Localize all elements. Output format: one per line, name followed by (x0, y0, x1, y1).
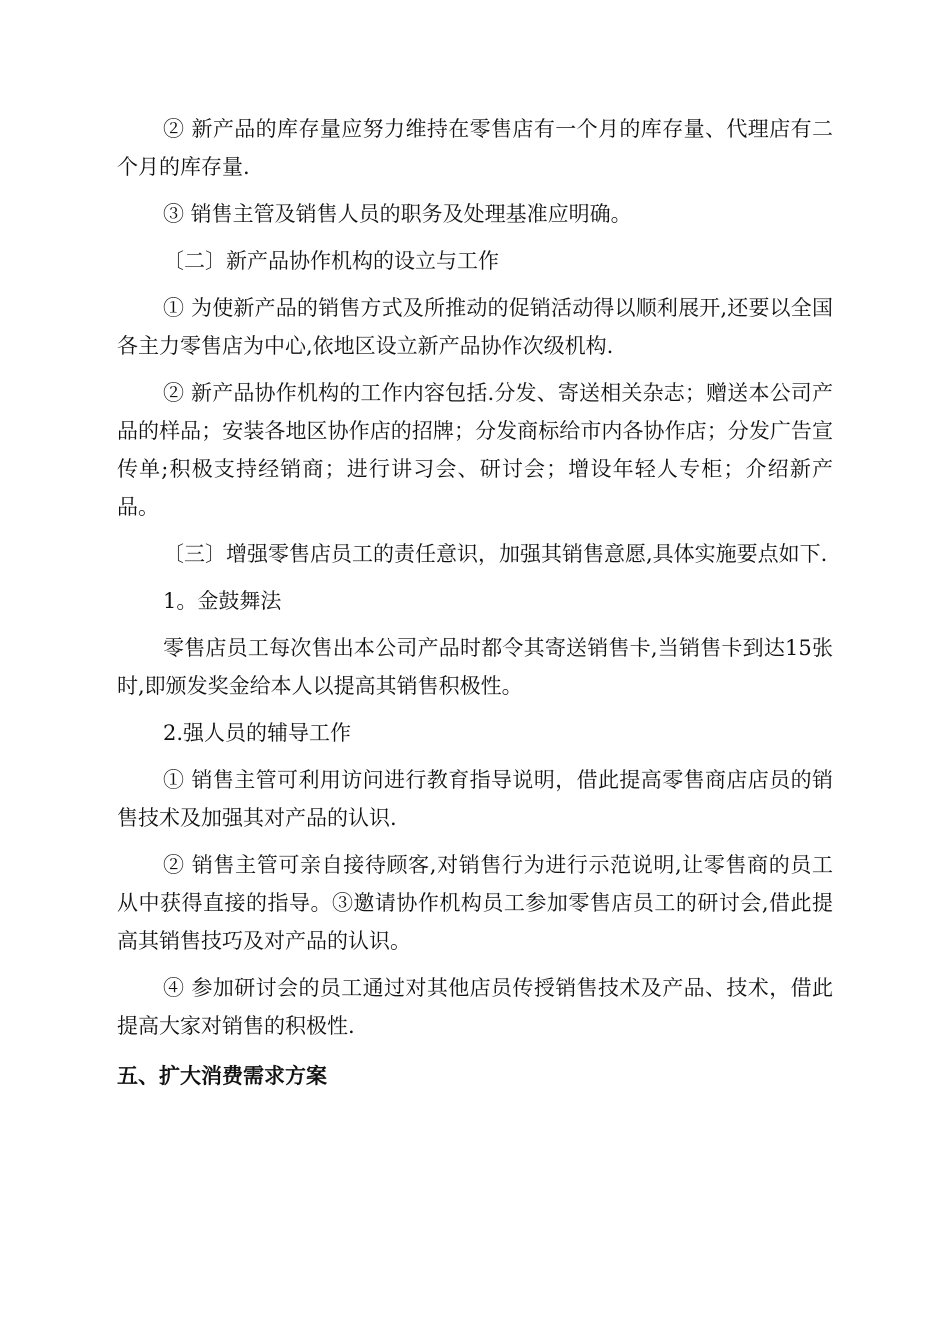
section-heading: 五、扩大消费需求方案 (117, 1064, 327, 1088)
paragraph-duty-standards: ③ 销售主管及销售人员的职务及处理基准应明确。 (163, 202, 632, 226)
paragraph-inventory-target: ② 新产品的库存量应努力维持在零售店有一个月的库存量、代理店有二个月的库存量. (117, 117, 833, 179)
paragraph-visit-training: ① 销售主管可利用访问进行教育指导说明，借此提高零售商店店员的销售技术及加强其对产品的认识. (117, 768, 833, 830)
paragraph-cooperation-tasks: ② 新产品协作机构的工作内容包括.分发、寄送相关杂志；赠送本公司产品的样品；安装各地区协作店的招牌；分发商标给市内各协作店；分发广告宣传单;积极支持经销商；进行讲习会、研讨会；增设年轻人专柜；介绍新产品。 (117, 381, 833, 519)
subheading-staff-responsibility: 〔三〕增强零售店员工的责任意识，加强其销售意愿,具体实施要点如下. (163, 542, 828, 566)
item-heading-staff-coaching: 2.强人员的辅导工作 (163, 721, 352, 745)
paragraph-sales-card-bonus: 零售店员工每次售出本公司产品时都令其寄送销售卡,当销售卡到达15张时,即颁发奖金给本人以提高其销售积极性。 (117, 636, 833, 698)
item-heading-incentive-method: 1。金鼓舞法 (163, 589, 282, 613)
paragraph-demonstration: ② 销售主管可亲自接待顾客,对销售行为进行示范说明,让零售商的员工从中获得直接的指导。③邀请协作机构员工参加零售店员工的研讨会,借此提高其销售技巧及对产品的认识。 (117, 853, 833, 953)
paragraph-cooperation-setup: ① 为使新产品的销售方式及所推动的促销活动得以顺利展开,还要以全国各主力零售店为中心,依地区设立新产品协作次级机构. (117, 296, 833, 358)
subheading-cooperation-agency: 〔二〕新产品协作机构的设立与工作 (163, 249, 499, 273)
paragraph-seminar-sharing: ④ 参加研讨会的员工通过对其他店员传授销售技术及产品、技术，借此提高大家对销售的积极性. (117, 976, 833, 1038)
document-body (117, 110, 833, 1095)
